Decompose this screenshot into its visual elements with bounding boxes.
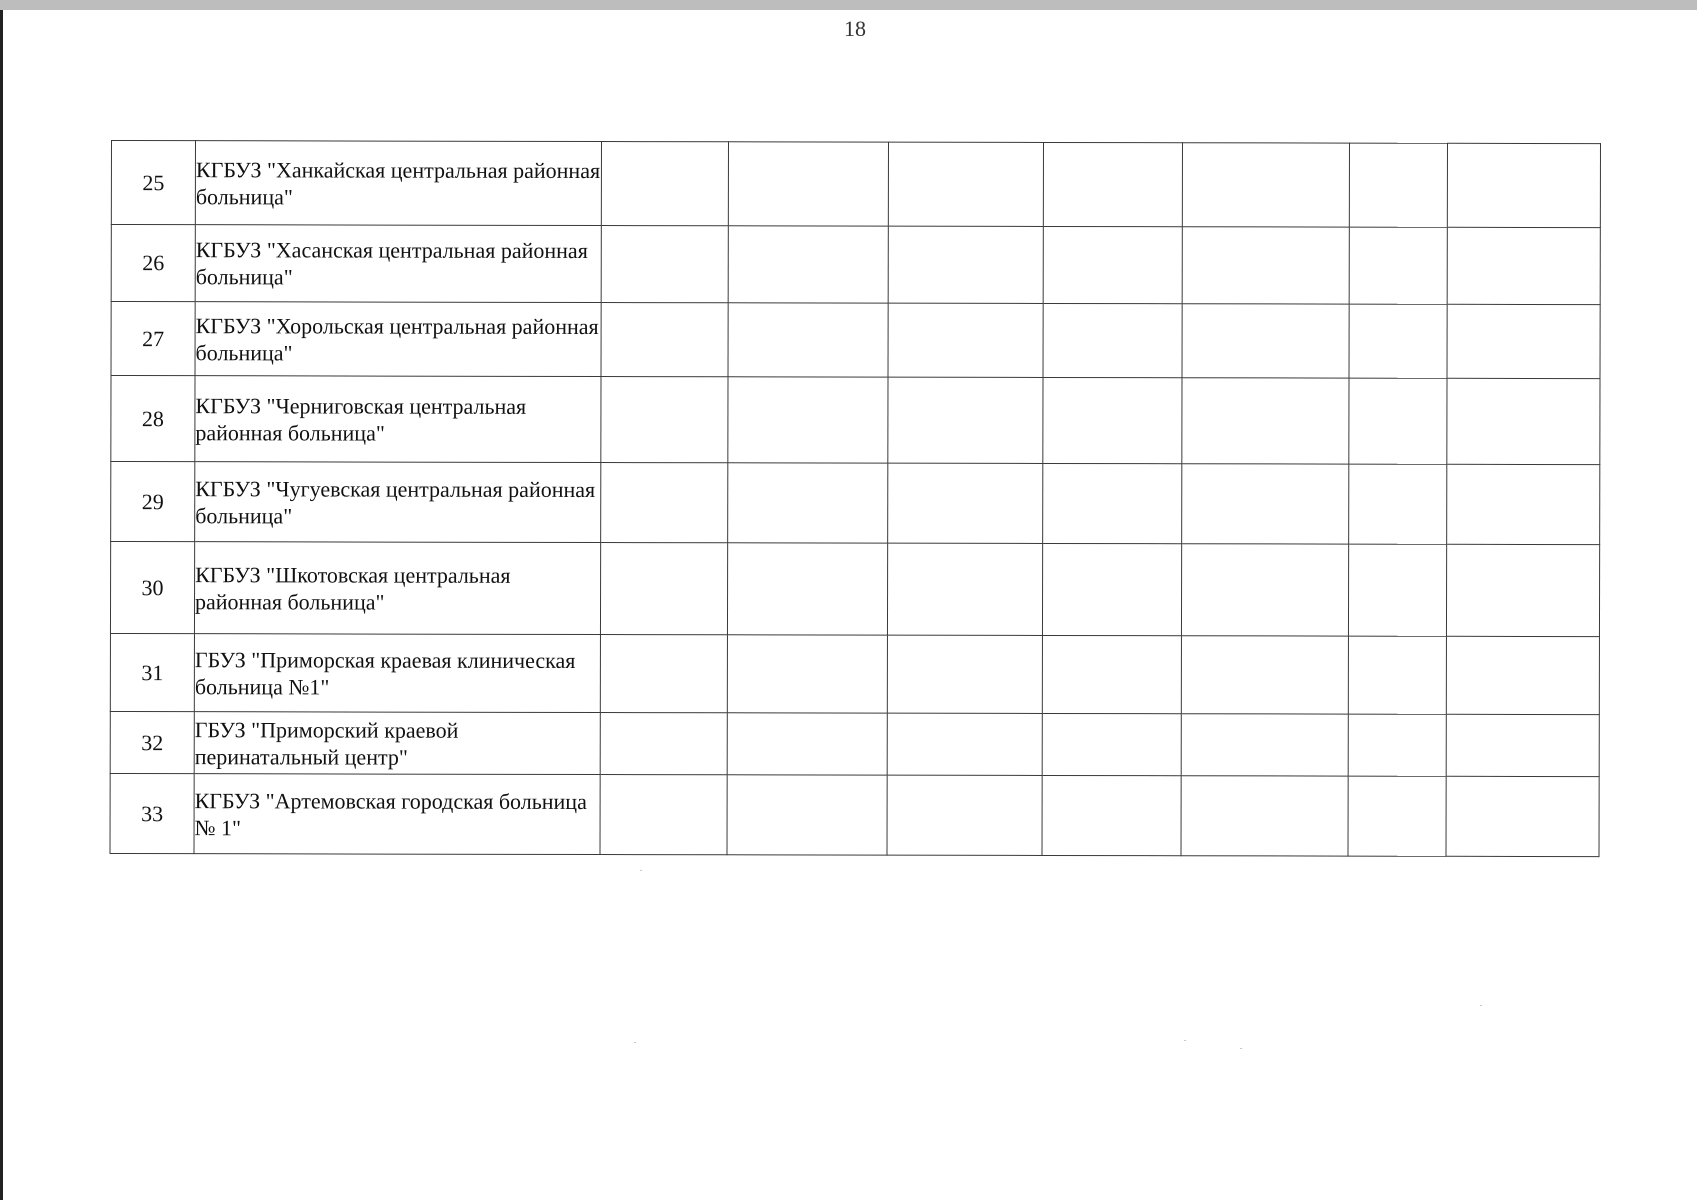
institution-name-text: КГБУЗ "Артемовская городская больница № 1" — [194, 787, 587, 840]
empty-cell — [1182, 464, 1349, 544]
row-number: 28 — [111, 376, 195, 462]
empty-cell — [601, 226, 728, 303]
empty-cell — [728, 377, 888, 463]
table-row — [111, 141, 1600, 228]
empty-cell — [1446, 636, 1599, 714]
page-number-text: 18 — [844, 16, 866, 41]
institution-name — [195, 376, 601, 463]
institution-name — [195, 462, 601, 543]
empty-cell — [728, 142, 888, 226]
institution-name — [195, 225, 601, 303]
empty-cell — [728, 226, 888, 303]
institution-name-text: ГБУЗ "Приморский краевой перинатальный центр" — [194, 716, 459, 770]
scan-speck — [634, 1042, 636, 1043]
empty-cell — [1043, 377, 1182, 463]
empty-cell — [888, 142, 1043, 226]
empty-cell — [601, 377, 728, 463]
table-row — [110, 711, 1599, 776]
scan-speck — [640, 870, 642, 871]
table-row — [111, 225, 1600, 305]
scan-left-edge — [0, 10, 3, 1200]
empty-cell — [1349, 304, 1447, 378]
institution-name-text: ГБУЗ "Приморская краевая клиническая больница №1" — [194, 646, 576, 699]
row-number: 29 — [111, 462, 195, 542]
empty-cell — [888, 303, 1043, 377]
empty-cell — [1447, 378, 1600, 464]
row-number: 33 — [110, 773, 194, 853]
row-number: 27 — [111, 302, 195, 376]
empty-cell — [1446, 714, 1599, 776]
empty-cell — [887, 543, 1042, 635]
institution-name — [195, 302, 601, 377]
empty-cell — [1447, 464, 1600, 544]
empty-cell — [1447, 143, 1600, 227]
empty-cell — [727, 543, 887, 635]
empty-cell — [727, 713, 887, 775]
empty-cell — [888, 226, 1043, 303]
empty-cell — [1447, 227, 1600, 304]
empty-cell — [601, 303, 728, 377]
empty-cell — [1043, 463, 1182, 543]
empty-cell — [888, 377, 1043, 463]
table-row — [110, 633, 1599, 714]
institution-name-text: КГБУЗ "Шкотовская центральная районная больница" — [195, 561, 511, 615]
empty-cell — [601, 463, 728, 543]
empty-cell — [1349, 143, 1447, 227]
empty-cell — [1042, 543, 1181, 635]
empty-cell — [1181, 636, 1348, 714]
empty-cell — [887, 713, 1042, 775]
institution-name-text: КГБУЗ "Хорольская центральная районная больница" — [195, 312, 599, 365]
scan-speck — [1184, 1040, 1186, 1041]
empty-cell — [1181, 714, 1348, 776]
empty-cell — [1447, 304, 1600, 378]
empty-cell — [1349, 227, 1447, 304]
row-number: 25 — [111, 141, 195, 225]
scan-speck — [1480, 1005, 1482, 1006]
empty-cell — [1349, 464, 1447, 544]
empty-cell — [1043, 142, 1182, 226]
hospital-table — [110, 140, 1601, 857]
table-row — [111, 376, 1600, 465]
row-number: 31 — [110, 633, 194, 711]
institution-name-text: КГБУЗ "Хасанская центральная районная больница" — [195, 237, 588, 290]
empty-cell — [600, 775, 727, 855]
empty-cell — [1446, 776, 1599, 856]
empty-cell — [1181, 776, 1348, 856]
empty-cell — [887, 775, 1042, 855]
table-row — [111, 462, 1600, 545]
empty-cell — [727, 635, 887, 713]
institution-name-text: КГБУЗ "Ханкайская центральная районная больница" — [195, 156, 601, 209]
institution-name — [194, 712, 600, 775]
institution-name — [194, 542, 600, 635]
empty-cell — [1182, 227, 1349, 304]
empty-cell — [1182, 304, 1349, 378]
empty-cell — [728, 303, 888, 377]
empty-cell — [1349, 378, 1447, 464]
empty-cell — [1348, 714, 1446, 776]
scan-top-edge — [0, 0, 1697, 10]
empty-cell — [1348, 544, 1446, 636]
institution-name — [195, 141, 601, 226]
empty-cell — [727, 775, 887, 855]
empty-cell — [1042, 635, 1181, 713]
empty-cell — [728, 463, 888, 543]
empty-cell — [1348, 636, 1446, 714]
empty-cell — [1043, 303, 1182, 377]
empty-cell — [888, 463, 1043, 543]
institution-name-text: КГБУЗ "Черниговская центральная районная больница" — [195, 392, 527, 446]
scan-speck — [1240, 1048, 1242, 1049]
empty-cell — [601, 142, 728, 226]
institution-name — [194, 774, 600, 855]
row-number: 32 — [110, 711, 194, 773]
table-row — [110, 542, 1599, 637]
empty-cell — [1042, 775, 1181, 855]
page-number — [843, 16, 867, 52]
empty-cell — [1042, 713, 1181, 775]
table-row — [110, 773, 1599, 856]
empty-cell — [1182, 378, 1349, 464]
row-number: 26 — [111, 225, 195, 302]
empty-cell — [600, 713, 727, 775]
institution-name — [194, 634, 600, 713]
empty-cell — [1181, 544, 1348, 636]
table-row — [111, 302, 1600, 379]
empty-cell — [600, 543, 727, 635]
empty-cell — [1182, 143, 1349, 227]
row-number: 30 — [110, 542, 194, 634]
empty-cell — [1446, 544, 1599, 636]
empty-cell — [1043, 226, 1182, 303]
empty-cell — [887, 635, 1042, 713]
institution-name-text: КГБУЗ "Чугуевская центральная районная больница" — [195, 475, 596, 528]
empty-cell — [1348, 776, 1446, 856]
empty-cell — [600, 635, 727, 713]
